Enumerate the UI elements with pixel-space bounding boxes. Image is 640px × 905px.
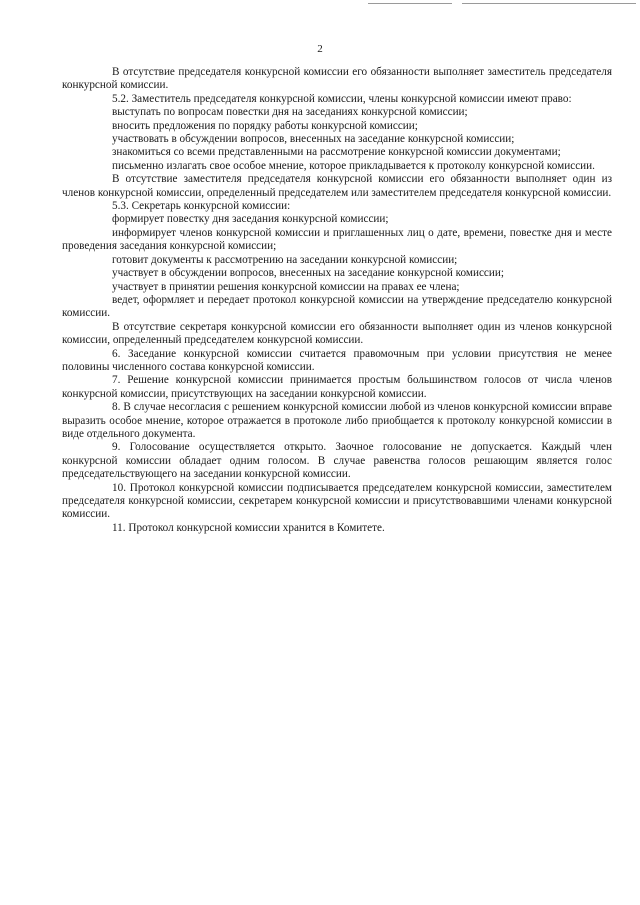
paragraph: 5.2. Заместитель председателя конкурсной комиссии, члены конкурсной комиссии имеют право: [112,92,572,105]
paragraph: участвовать в обсуждении вопросов, внесенных на заседание конкурсной комиссии; [112,133,515,146]
scan-top-line-left [368,3,452,4]
paragraph: В отсутствие председателя конкурсной комиссии его обязанности выполняет заместитель председателя конкурсной комиссии. [62,66,612,92]
paragraph: В отсутствие секретаря конкурсной комиссии его обязанности выполняет один из членов конкурсной комиссии, определенный председателем конкурсной комиссии. [62,320,612,347]
page-number: 2 [317,43,323,55]
scan-top-line-right [462,3,636,4]
paragraph: 5.3. Секретарь конкурсной комиссии: [112,200,291,213]
paragraph: выступать по вопросам повестки дня на заседаниях конкурсной комиссии; [112,106,468,119]
paragraph: 6. Заседание конкурсной комиссии считается правомочным при условии присутствия не менее половины численного состава конкурсной комиссии. [62,347,612,373]
paragraph: участвует в принятии решения конкурсной комиссии на правах ее члена; [112,280,460,293]
paragraph: готовит документы к рассмотрению на заседании конкурсной комиссии; [112,253,458,266]
paragraph: 8. В случае несогласия с решением конкурсной комиссии любой из членов конкурсной комиссии вправе выразить особое мнение, которое отражается в протоколе либо приобщается к протоколу конкурсной комиссии в виде отдельного документа. [62,401,612,440]
paragraph: знакомиться со всеми представленными на рассмотрение конкурсной комиссии документами; [112,146,561,159]
paragraph: участвует в обсуждении вопросов, внесенных на заседание конкурсной комиссии; [112,267,504,280]
paragraph: вносить предложения по порядку работы конкурсной комиссии; [112,119,418,132]
paragraph: 11. Протокол конкурсной комиссии хранится в Комитете. [112,521,385,534]
paragraph: В отсутствие заместителя председателя конкурсной комиссии его обязанности выполняет один из членов конкурсной комиссии, определенный председателем или заместителем председателя конкурсной комиссии. [62,173,612,199]
document-body [62,66,612,535]
paragraph: 10. Протокол конкурсной комиссии подписывается председателем конкурсной комиссии, заместителем председателя конкурсной комиссии, секретарем конкурсной комиссии и присутствовавшими членами конкурсной комиссии. [62,481,612,521]
paragraph: информирует членов конкурсной комиссии и приглашенных лиц о дате, времени, повестке дня и месте проведения заседания конкурсной комиссии; [62,226,612,253]
paragraph: 7. Решение конкурсной комиссии принимается простым большинством голосов от числа членов конкурсной комиссии, присутствующих на заседании конкурсной комиссии. [62,374,612,400]
paragraph: формирует повестку дня заседания конкурсной комиссии; [112,213,389,226]
paragraph: письменно излагать свое особое мнение, которое прикладывается к протоколу конкурсной комиссии. [112,159,595,172]
paragraph: 9. Голосование осуществляется открыто. Заочное голосование не допускается. Каждый член конкурсной комиссии обладает одним голосом. В случае равенства голосов решающим является голос председательствующего на заседании конкурсной комиссии. [62,441,612,481]
paragraph: ведет, оформляет и передает протокол конкурсной комиссии на утверждение председателю конкурсной комиссии. [62,293,612,320]
